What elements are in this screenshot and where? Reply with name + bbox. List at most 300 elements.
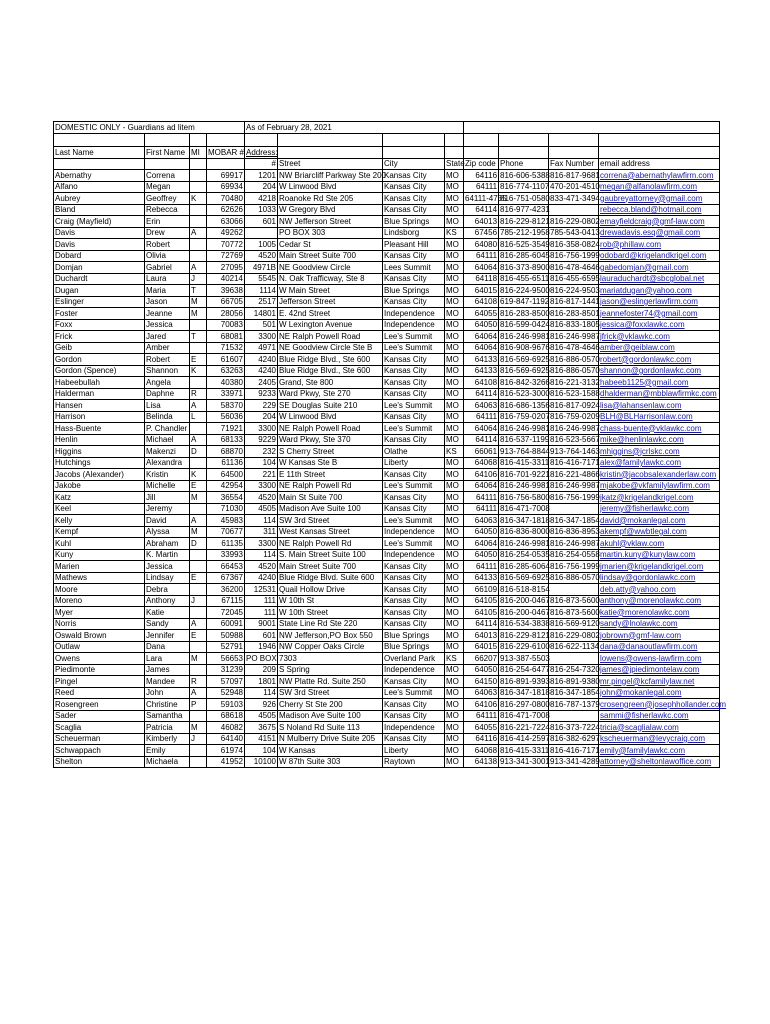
mi-cell: A (190, 400, 207, 412)
city-cell: Kansas City (383, 584, 445, 596)
phone-cell: 816-254-6477 (500, 665, 550, 674)
mi-cell: J (190, 733, 207, 745)
first-name-cell: Emily (145, 745, 190, 757)
mi-cell: M (190, 308, 207, 320)
last-name-cell: Marien (54, 561, 145, 573)
mi-cell: M (190, 526, 207, 538)
street-cell: W Lexington Avenue (278, 319, 383, 331)
state-cell: MO (445, 239, 464, 251)
table-row (54, 411, 720, 423)
email-link[interactable]: amber@geiblaw.com (599, 342, 720, 354)
street-number-cell: 4505 (245, 710, 278, 722)
fax-cell (549, 503, 599, 515)
mobar-cell: 31239 (207, 664, 245, 676)
mi-cell (190, 181, 207, 193)
first-name-cell: Sandy (145, 618, 190, 630)
email-link[interactable]: anthony@morenolawkc.com (599, 595, 720, 607)
city-cell: Kansas City (383, 204, 445, 216)
email-link[interactable]: katie@morenolawkc.com (599, 607, 720, 619)
table-row (54, 756, 720, 768)
email-link[interactable]: crosengreen@josephhollander.com (600, 699, 726, 709)
last-name-cell: Hansen (54, 400, 145, 412)
phone-cell: 816-229-8121 (500, 630, 550, 640)
mi-cell: E (190, 480, 207, 492)
phone-cell: 816-537-1199 (500, 435, 550, 444)
city-cell: Raytown (383, 756, 445, 768)
state-cell: MO (445, 262, 464, 274)
fax-cell: 816-523-1588 (550, 389, 600, 398)
state-cell: MO (445, 469, 464, 481)
state-cell: MO (445, 365, 464, 377)
mobar-cell: 40380 (207, 377, 245, 389)
city-cell: Kansas City (383, 699, 445, 711)
city-cell: Lee's Summit (383, 342, 445, 354)
street-number-cell: 4240 (245, 354, 278, 366)
table-row (54, 526, 720, 538)
email-link[interactable]: kscheuerman@levycraig.com (599, 733, 720, 745)
first-name-cell: Erin (145, 216, 190, 228)
last-name-cell: Pingel (54, 676, 145, 688)
email-link[interactable]: martin.kuny@kunylaw.com (599, 549, 720, 561)
header-zip: Zip code (464, 159, 499, 170)
email-link[interactable]: alex@familylawkc.com (599, 457, 720, 469)
fax-cell: 816-523-5667 (550, 435, 600, 444)
zip-cell: 64064 (464, 331, 499, 343)
sheet-title: DOMESTIC ONLY - Guardians ad litem (54, 122, 245, 134)
email-link[interactable]: lindsay@gordonlawkc.com (599, 572, 720, 584)
first-name-cell: Jessica (145, 561, 190, 573)
mobar-cell: 71532 (207, 342, 245, 354)
first-name-cell: Jason (145, 296, 190, 308)
city-cell: Lee's Summit (383, 331, 445, 343)
phone-cell: 816-200-0467 (500, 607, 550, 617)
city-cell: Lee's Summit (383, 538, 445, 550)
street-number-cell: 4971 (245, 342, 278, 354)
mobar-cell: 40214 (207, 273, 245, 285)
street-cell: Cherry St Ste 200 (278, 699, 383, 711)
street-cell: W Gregory Blvd (278, 204, 383, 216)
mi-cell: T (190, 285, 207, 297)
mobar-cell: 45983 (207, 515, 245, 527)
street-cell: Roanoke Rd Ste 205 (278, 193, 383, 205)
city-cell: Kansas City (383, 710, 445, 722)
table-row (54, 457, 720, 469)
first-name-cell: Lisa (145, 400, 190, 412)
fax-cell: 816-229-0802 (550, 216, 600, 226)
mi-cell (190, 503, 207, 515)
phone-cell: 816-347-1818 (500, 515, 550, 525)
email-link[interactable]: akempf@wwbtlegal.com (599, 526, 720, 538)
phone-cell: 816-285-6064 (500, 561, 550, 571)
mobar-cell: 63263 (207, 365, 245, 377)
city-cell: Blue Springs (383, 285, 445, 297)
table-row (54, 492, 720, 504)
last-name-cell: Harrison (54, 411, 145, 423)
phone-cell: 913-764-8844 (500, 446, 550, 456)
email-link[interactable]: david@mokanlegal.com (599, 515, 720, 527)
first-name-cell: Christine (145, 699, 190, 711)
state-cell: KS (445, 653, 464, 665)
phone-cell: 816-414-2597 (500, 734, 550, 743)
city-cell: Kansas City (383, 561, 445, 573)
header-mi: MI (190, 147, 207, 159)
email-link[interactable]: dhalderman@mbblawfirmkc.com (599, 388, 720, 400)
email-link[interactable]: mike@henlinlawkc.com (599, 434, 720, 446)
guardians-table (53, 121, 726, 768)
city-cell: Kansas City (383, 434, 445, 446)
street-number-cell: 3300 (245, 331, 278, 343)
email-link[interactable]: dana@danaoutlawfirm.com (599, 641, 720, 653)
phone-cell: 816-908-9676 (500, 343, 550, 352)
email-link[interactable]: jason@eslingerlawfirm.com (599, 296, 720, 308)
zip-cell: 64063 (464, 687, 499, 699)
email-link[interactable]: rebecca.bland@hotmail.com (599, 204, 720, 216)
phone-cell: 816-774-1107 (500, 182, 550, 191)
street-cell: Madison Ave Suite 100 (278, 710, 383, 722)
city-cell: Kansas City (383, 411, 445, 423)
email-link[interactable]: lauraduchardt@sbcglobal.net (599, 273, 720, 285)
mi-cell: J (190, 595, 207, 607)
state-cell: MO (445, 756, 464, 768)
phone-cell: 913-341-3001 (500, 757, 550, 766)
email-link[interactable]: rob@phillaw.com (599, 239, 720, 251)
phone-cell: 816-518-8154 (500, 584, 550, 594)
zip-cell: 64050 (464, 664, 499, 676)
state-cell: MO (445, 584, 464, 596)
fax-cell: 816-886-0570 (550, 354, 600, 364)
last-name-cell: Domjan (54, 262, 145, 274)
first-name-cell: Drew (145, 227, 190, 239)
email-link[interactable]: james@jpiedimontelaw.com (599, 664, 720, 676)
mi-cell: T (190, 331, 207, 343)
mobar-cell: 71030 (207, 503, 245, 515)
phone-cell: 816-525-3549 (500, 239, 550, 249)
state-cell: MO (445, 664, 464, 676)
mobar-cell: 57097 (207, 676, 245, 688)
phone-cell: 816-347-1818 (500, 688, 550, 697)
first-name-cell: Michael (145, 434, 190, 446)
street-cell: SW 3rd Street (278, 687, 383, 699)
city-cell: Kansas City (383, 388, 445, 400)
zip-cell: 64111-4735 (465, 193, 507, 203)
fax-cell: 913-341-4289 (550, 757, 600, 766)
mobar-cell: 39638 (207, 285, 245, 297)
mi-cell: A (190, 687, 207, 699)
mi-cell (190, 561, 207, 573)
state-cell: MO (445, 699, 464, 711)
street-number-cell: 4520 (245, 250, 278, 262)
fax-cell: 816-229-0802 (550, 630, 600, 640)
mobar-cell: 72045 (207, 607, 245, 619)
mobar-cell: 33971 (207, 388, 245, 400)
header-mobar: MOBAR # (208, 148, 245, 157)
table-row (54, 273, 720, 285)
city-cell: Independence (383, 308, 445, 320)
table-row (54, 538, 720, 550)
mobar-cell: 61974 (207, 745, 245, 757)
email-link[interactable]: jobrown@gmf-law.com (599, 630, 720, 642)
mobar-cell: 63066 (207, 216, 245, 228)
street-number-cell: 926 (245, 699, 278, 711)
mobar-cell: 70772 (207, 239, 245, 251)
street-number-cell: 1801 (245, 676, 278, 688)
first-name-cell: James (145, 664, 190, 676)
phone-cell: 816-523-3000 (500, 389, 550, 398)
zip-cell: 64063 (464, 400, 499, 412)
zip-cell: 64111 (464, 503, 499, 515)
city-cell: Blue Springs (383, 630, 445, 642)
email-link[interactable]: gabedomjan@gmail.com (599, 262, 720, 274)
email-link[interactable]: sammi@fisherlawkc.com (599, 710, 720, 722)
email-link[interactable]: BLH@BLHarrisonlaw.com (599, 411, 720, 423)
city-cell: Independence (383, 549, 445, 561)
city-cell: Independence (383, 526, 445, 538)
table-row (54, 227, 720, 239)
zip-cell: 64055 (464, 308, 499, 320)
state-cell: MO (445, 607, 464, 619)
phone-cell: 816-221-7224 (500, 722, 550, 732)
street-cell: NW Platte Rd. Suite 250 (278, 676, 383, 688)
street-number-cell: 1201 (245, 170, 278, 182)
zip-cell: 64111 (464, 181, 499, 193)
as-of-date: As of February 28, 2021 (245, 122, 464, 134)
fax-cell: 816-254-0558 (550, 550, 600, 559)
state-cell: MO (445, 515, 464, 527)
email-link[interactable]: sandy@lnolawkc.com (599, 618, 720, 630)
fax-cell: 816-886-0570 (550, 366, 600, 375)
zip-cell: 64064 (464, 423, 499, 435)
street-cell: Jefferson Street (278, 296, 383, 308)
last-name-cell: Dobard (54, 250, 145, 262)
table-row (54, 170, 720, 182)
zip-cell: 64138 (464, 756, 499, 768)
zip-cell: 64063 (464, 515, 499, 527)
street-number-cell: 14801 (245, 308, 278, 320)
header-email: email address (599, 159, 720, 170)
table-row (54, 285, 720, 297)
email-link[interactable]: mhiggins@jcrlskc.com (599, 446, 720, 458)
mi-cell (190, 423, 207, 435)
mi-cell (190, 216, 207, 228)
first-name-cell: Gabriel (145, 262, 190, 274)
header-city: City (383, 159, 445, 170)
last-name-cell: Duchardt (54, 273, 145, 285)
email-link[interactable]: jessica@foxxlawkc.com (599, 319, 720, 331)
last-name-cell: Gordon (Spence) (54, 365, 145, 377)
table-row (54, 561, 720, 573)
street-cell: NE Ralph Powell Rd (278, 538, 383, 550)
street-cell: Cedar St (278, 239, 383, 251)
email-link[interactable]: jkatz@krigelandkrigel.com (599, 492, 720, 504)
last-name-cell: Reed (54, 687, 145, 699)
street-number-cell: 4240 (245, 572, 278, 584)
fax-cell: 816-246-9987 (550, 331, 600, 341)
state-cell: MO (445, 181, 464, 193)
street-cell: Ward Pkwy, Ste 370 (278, 434, 383, 446)
phone-cell: 816-534-3838 (500, 619, 550, 628)
email-link[interactable]: habeeb1125@gmail.com (599, 377, 720, 389)
email-link[interactable]: akuhl@vklaw.com (599, 538, 720, 550)
first-name-cell: Mandee (145, 676, 190, 688)
street-number-cell: 10100 (245, 756, 278, 768)
last-name-cell: Oswald Brown (54, 630, 145, 642)
street-number-cell: 12531 (245, 584, 278, 596)
street-number-cell: 1005 (245, 239, 278, 251)
state-cell: MO (445, 710, 464, 722)
phone-cell: 816-569-6925 (500, 354, 550, 364)
email-link[interactable]: drewadavis.esq@gmail.com (599, 227, 720, 239)
email-link[interactable]: megan@alfanolawfirm.com (599, 181, 720, 193)
street-cell: SE Douglas Suite 210 (278, 400, 383, 412)
city-cell: Independence (383, 722, 445, 734)
street-number-cell: 4505 (245, 503, 278, 515)
email-link[interactable]: emily@familylawkc.com (599, 745, 720, 757)
zip-cell: 64068 (464, 457, 499, 469)
email-link[interactable]: shannon@gordonlawkc.com (599, 365, 720, 377)
street-number-cell: 3675 (245, 722, 278, 734)
email-link[interactable]: odobard@krigelandkrigel.com (599, 250, 720, 262)
street-cell: NW Briarcliff Parkway Ste 200 (279, 170, 386, 180)
table-row (54, 572, 720, 584)
street-number-cell: 9233 (245, 388, 278, 400)
zip-cell: 64106 (464, 469, 499, 481)
phone-cell: 816-977-4231 (500, 205, 550, 214)
email-link[interactable]: robert@gordonlawkc.com (599, 354, 720, 366)
table-row (54, 446, 720, 458)
mi-cell: K (190, 469, 207, 481)
email-link[interactable]: mariatdugan@yahoo.com (599, 285, 720, 297)
email-link[interactable]: tricia@scaglialaw.com (599, 722, 720, 734)
first-name-cell: Jill (145, 492, 190, 504)
phone-cell: 816-842-3266 (500, 377, 550, 387)
first-name-cell: Olivia (145, 250, 190, 262)
last-name-cell: Shelton (54, 756, 145, 768)
email-link[interactable]: jmarien@krigelandkrigel.com (599, 561, 720, 573)
street-cell: W 10th Street (278, 607, 383, 619)
mi-cell: A (190, 515, 207, 527)
first-name-cell: Amber (145, 342, 190, 354)
street-cell: NE Ralph Powell Road (278, 331, 383, 343)
email-link[interactable]: correna@abernathylawfirm.com (599, 170, 720, 182)
mi-cell: R (190, 388, 207, 400)
fax-cell: 816-756-1999 (550, 251, 600, 260)
phone-cell: 816-373-8900 (500, 262, 550, 272)
mi-cell: L (190, 411, 207, 423)
street-number-cell: 601 (245, 630, 278, 642)
street-cell: S. Main Street Suite 100 (278, 549, 383, 561)
email-link[interactable]: jeremy@fisherlawkc.com (599, 503, 720, 515)
email-link[interactable]: chass-buente@vklawkc.com (599, 423, 720, 435)
city-cell: Kansas City (383, 595, 445, 607)
street-number-cell: 232 (245, 446, 278, 458)
mi-cell (190, 710, 207, 722)
mobar-cell: 49262 (207, 227, 245, 239)
last-name-cell: Gordon (54, 354, 145, 366)
first-name-cell: Samantha (145, 710, 190, 722)
zip-cell: 64111 (464, 250, 499, 262)
last-name-cell: Keel (54, 503, 145, 515)
table-row (54, 584, 720, 596)
last-name-cell: Foxx (54, 319, 145, 331)
state-cell: MO (445, 285, 464, 297)
last-name-cell: Kuny (54, 549, 145, 561)
email-link[interactable]: mjakobe@vkfamilylawfirm.com (599, 480, 720, 492)
street-number-cell: 204 (245, 411, 278, 423)
mobar-cell: 69934 (207, 181, 245, 193)
email-link[interactable]: emayfieldcraig@gmf-law.com (599, 216, 720, 228)
email-link[interactable]: gaubreyattorney@gmail.com (599, 193, 720, 205)
mobar-cell: 69917 (207, 170, 245, 182)
email-link[interactable]: mr.pingel@kcfamilylaw.net (599, 676, 720, 688)
fax-cell: 816-478-4646 (550, 343, 600, 352)
email-link[interactable]: lowens@owens-lawfirm.com (599, 653, 720, 665)
email-link[interactable]: attorney@sheltonlawoffice.com (599, 756, 720, 768)
fax-cell: 816-569-9120 (550, 619, 600, 628)
email-link[interactable]: lisa@lahansenlaw.com (599, 400, 720, 412)
email-link[interactable]: jeannefoster74@gmail.com (599, 308, 720, 320)
fax-cell: 816-455-6595 (550, 274, 600, 283)
city-cell: Kansas City (383, 676, 445, 688)
street-number-cell: 9001 (245, 618, 278, 630)
first-name-cell: Angela (145, 377, 190, 389)
header-number: # (245, 159, 278, 170)
last-name-cell: Dugan (54, 285, 145, 297)
zip-cell: 64105 (464, 607, 499, 619)
mi-cell: R (190, 676, 207, 688)
zip-cell: 66207 (464, 653, 499, 665)
table-row (54, 653, 720, 665)
state-cell: MO (445, 526, 464, 538)
zip-cell: 64114 (464, 434, 499, 446)
street-cell: PO BOX 303 (278, 227, 383, 239)
last-name-cell: Moore (54, 584, 145, 596)
zip-cell: 64116 (464, 733, 499, 745)
mi-cell: A (190, 434, 207, 446)
table-row (54, 515, 720, 527)
first-name-cell: Lara (145, 653, 190, 665)
city-cell: Independence (383, 319, 445, 331)
fax-cell: 816-224-9503 (550, 285, 600, 295)
state-cell: MO (445, 538, 464, 550)
first-name-cell: Kimberly (145, 733, 190, 745)
fax-cell: 816-246-9987 (550, 538, 600, 548)
street-number-cell: 114 (245, 687, 278, 699)
street-cell: Grand, Ste 800 (278, 377, 383, 389)
city-cell: Kansas City (383, 273, 445, 285)
mobar-cell: 64500 (207, 469, 245, 481)
email-link[interactable]: deb.atty@yahoo.com (599, 584, 720, 596)
street-cell: Quail Hollow Drive (278, 584, 383, 596)
email-link[interactable]: jfrick@vklawkc.com (599, 331, 720, 343)
first-name-cell: Jennifer (145, 630, 190, 642)
state-cell: MO (445, 388, 464, 400)
table-row (54, 549, 720, 561)
fax-cell: 816-886-0570 (550, 573, 600, 582)
mi-cell (190, 250, 207, 262)
zip-cell: 64116 (464, 170, 499, 182)
email-link[interactable]: kristin@jacobsalexanderlaw.com (599, 469, 720, 481)
street-number-cell: 4151 (245, 733, 278, 745)
first-name-cell: Debra (145, 584, 190, 596)
zip-cell: 64150 (464, 676, 499, 688)
fax-cell (549, 710, 599, 722)
fax-cell: 816-416-7171 (550, 458, 600, 467)
email-link[interactable]: john@mokanlegal.com (599, 687, 720, 699)
table-row (54, 469, 720, 481)
table-row (54, 308, 720, 320)
last-name-cell: Norris (54, 618, 145, 630)
mobar-cell: 66705 (207, 296, 245, 308)
